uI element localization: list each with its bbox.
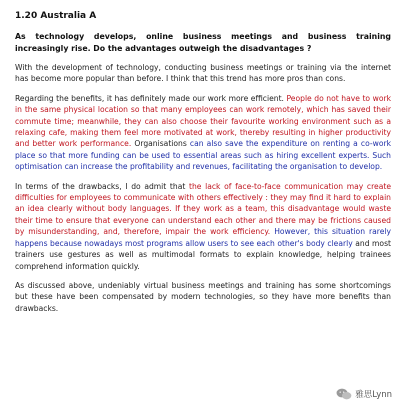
- drawbacks-topic-sentence: In terms of the drawbacks, I do admit that: [15, 181, 189, 191]
- drawback-rebuttal: However, this situation rarely happens because nowadays most programs allow users to see each other's body clearly: [15, 227, 392, 248]
- benefit-cost-saving: can also save the expenditure on renting a co-work place so that more funding can be used to essential areas such as hiring excellent experts. Such optimisation can increase the profitability and revenues, facilitating the organisation to develop.: [15, 139, 391, 172]
- essay-question: As technology develops, online business meetings and business training increasingly rise. Do the advantages outweigh the disadvantages ?: [15, 32, 391, 53]
- intro-paragraph: With the development of technology, conducting business meetings or training via the internet has become more popular than before. I think that this trend has more pros than cons.: [15, 63, 391, 84]
- drawbacks-paragraph: [15, 181, 391, 272]
- wechat-icon: [336, 388, 352, 400]
- drawback-rebuttal-continued: and most trainers use gestures as well as multimodal formats to explain knowledge, helping trainees comprehend information quickly.: [15, 238, 392, 271]
- benefits-paragraph: [15, 93, 391, 173]
- drawback-communication: the lack of face-to-face communication may create difficulties for employees to communicate with others effectively : they may find it hard to explain an idea clearly without body languages. If they work as a team, this disadvantage would waste their time to ensure that everyone can understand each other and there may be frictions caused by misunderstanding, and, therefore, impair the work efficiency.: [15, 181, 391, 237]
- watermark-text: 雅思Lynn: [355, 390, 392, 400]
- benefit-remote-work: People do not have to work in the same physical location so that many employees can work remotely, which has saved their commute time; meanwhile, they can also choose their favourite working environment such as a relaxing cafe, making them feel more motivated at work, thereby resulting in higher productivity and better work performance.: [15, 93, 391, 149]
- benefit-organisations-label: Organisations: [131, 139, 190, 149]
- conclusion-paragraph: As discussed above, undeniably virtual business meetings and training has some shortcomings but these have been compensated by modern technologies, so they have more benefits than drawbacks.: [15, 280, 391, 313]
- section-heading: 1.20 Australia A: [15, 11, 97, 21]
- benefits-topic-sentence: Regarding the benefits, it has definitely made our work more efficient.: [15, 93, 287, 103]
- essay-page: [15, 10, 391, 322]
- watermark: [336, 388, 392, 400]
